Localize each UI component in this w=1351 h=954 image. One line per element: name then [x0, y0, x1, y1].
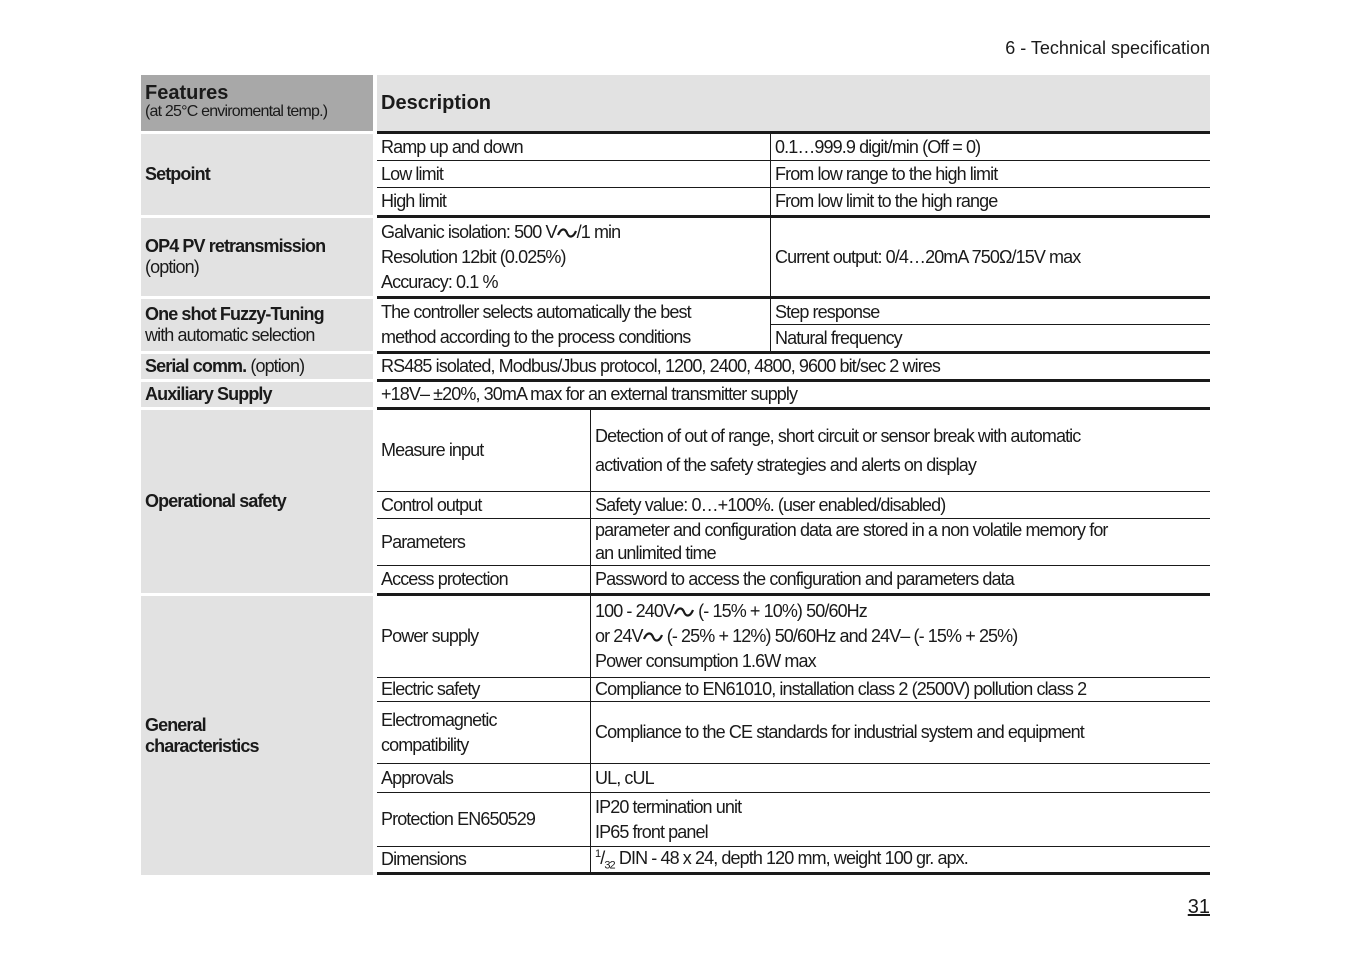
row-value: [590, 410, 1210, 491]
table-row: [377, 299, 1210, 351]
row-name: Dimensions: [381, 849, 467, 869]
row-value-line: parameter and configuration data are stored in a non volatile memory for: [595, 520, 1108, 540]
table-row: [377, 702, 1210, 764]
fuzzy-label-sub: with automatic selection: [145, 325, 315, 345]
power-range-tolerance: (- 15% + 10%) 50/60Hz: [694, 601, 867, 621]
table-row: [377, 492, 1210, 519]
serial-label-sub: (option): [246, 356, 305, 376]
table-row: [377, 134, 1210, 161]
spec-table: [141, 75, 1210, 875]
row-name: Parameters: [381, 531, 466, 552]
row-name: High limit: [381, 191, 447, 211]
safety-label: Operational safety: [145, 491, 286, 511]
row-value: Compliance to the CE standards for industrial system and equipment: [590, 702, 1210, 763]
op4-label-sub: (option): [145, 257, 199, 277]
table-row: [377, 410, 1210, 492]
section-title: 6 - Technical specification: [1005, 38, 1210, 58]
row-name: Measure input: [381, 440, 484, 460]
accuracy-text: Accuracy: 0.1 %: [381, 271, 498, 292]
aux-label-cell: [141, 382, 373, 407]
table-row: [377, 382, 1210, 407]
dimensions-text: DIN - 48 x 24, depth 120 mm, weight 100 gr. apx.: [614, 847, 968, 868]
current-output-text: Current output: 0/4…20mA 750Ω/15V max: [770, 218, 1210, 296]
table-row: [377, 519, 1210, 566]
fuzzy-label: One shot Fuzzy-Tuning: [145, 304, 324, 324]
op4-group: [141, 218, 1210, 296]
row-value: From low range to the high limit: [770, 161, 1210, 187]
setpoint-group: [141, 134, 1210, 215]
table-row: [377, 596, 1210, 678]
setpoint-label-cell: [141, 134, 373, 215]
general-label-line: General: [145, 714, 206, 735]
row-value: Compliance to EN61010, installation class 2 (2500V) pollution class 2: [590, 678, 1210, 701]
row-name-line: Electromagnetic: [381, 709, 497, 730]
ac-tilde-icon: [674, 606, 694, 618]
row-value: Safety value: 0…+100%. (user enabled/disabled): [590, 492, 1210, 518]
fraction-denominator: 32: [604, 859, 615, 872]
setpoint-label: Setpoint: [145, 164, 210, 184]
power-low-voltage-text: or 24V: [595, 626, 643, 646]
row-value: UL, cUL: [590, 764, 1210, 792]
power-consumption-text: Power consumption 1.6W max: [595, 651, 816, 671]
serial-label: Serial comm.: [145, 356, 247, 376]
fraction-numerator: 1: [595, 847, 601, 860]
natural-frequency-text: Natural frequency: [775, 328, 902, 348]
power-range-text: 100 - 240V: [595, 601, 675, 621]
ac-tilde-icon: [557, 227, 577, 239]
page-number: 31: [1187, 896, 1210, 918]
table-row: [377, 847, 1210, 875]
general-label-cell: [141, 596, 373, 875]
row-value-line: an unlimited time: [595, 543, 716, 563]
serial-group: [141, 354, 1210, 379]
general-label-line: characteristics: [145, 735, 259, 756]
row-value: [590, 596, 1210, 677]
op4-label-cell: [141, 218, 373, 296]
power-low-voltage-tolerance: (- 25% + 12%) 50/60Hz and 24V– (- 15% + 25%): [662, 626, 1018, 646]
row-name: Electric safety: [381, 679, 480, 699]
row-name: Access protection: [381, 569, 508, 589]
fuzzy-label-cell: [141, 299, 373, 351]
general-group: [141, 596, 1210, 875]
resolution-text: Resolution 12bit (0.025%): [381, 246, 566, 267]
table-row: [377, 218, 1210, 296]
fuzzy-description-line: method according to the process conditions: [381, 327, 691, 347]
features-header-cell: [141, 75, 373, 131]
row-name: Control output: [381, 494, 482, 515]
galvanic-isolation-text: Galvanic isolation: 500 V: [381, 221, 557, 242]
fuzzy-description-cell: [377, 299, 770, 351]
fuzzy-methods-cell: [770, 299, 1210, 351]
fuzzy-group: [141, 299, 1210, 351]
row-name: Approvals: [381, 767, 453, 788]
row-name: Low limit: [381, 163, 443, 184]
row-value: [590, 519, 1210, 565]
row-value: From low limit to the high range: [770, 188, 1210, 215]
galvanic-isolation-duration: /1 min: [576, 221, 621, 242]
row-name: Protection EN650529: [381, 809, 536, 829]
row-name: Ramp up and down: [381, 136, 523, 157]
features-subheading: (at 25°C enviromental temp.): [145, 103, 328, 120]
table-row: [377, 354, 1210, 379]
row-value-line: IP20 termination unit: [595, 796, 742, 817]
serial-value: RS485 isolated, Modbus/Jbus protocol, 1200, 2400, 4800, 9600 bit/sec 2 wires: [381, 356, 940, 376]
features-heading: Features: [145, 82, 229, 104]
fuzzy-description-line: The controller selects automatically the best: [381, 302, 691, 322]
op4-spec-cell: [377, 218, 770, 296]
step-response-text: Step response: [771, 299, 1210, 325]
aux-value: +18V– ±20%, 30mA max for an external transmitter supply: [381, 384, 798, 404]
row-value-line: Detection of out of range, short circuit or sensor break with automatic: [595, 425, 1081, 446]
row-value: $^1/_{32}$ DIN - 48 x 24, depth 120 mm, weight 100 gr. apx.: [590, 847, 1210, 872]
safety-label-cell: [141, 410, 373, 593]
op4-label: OP4 PV retransmission: [145, 236, 326, 256]
serial-label-cell: [141, 354, 373, 379]
table-header: [141, 75, 1210, 131]
row-value-line: IP65 front panel: [595, 821, 708, 842]
safety-group: [141, 410, 1210, 593]
description-heading: Description: [377, 75, 1210, 131]
ac-tilde-icon: [643, 631, 663, 643]
row-name: [377, 702, 590, 763]
table-row: [377, 764, 1210, 793]
row-value: [590, 793, 1210, 846]
table-row: [377, 566, 1210, 593]
row-value: Password to access the configuration and parameters data: [590, 566, 1210, 593]
table-row: [377, 161, 1210, 188]
table-row: [377, 188, 1210, 215]
table-row: [377, 678, 1210, 702]
row-value: 0.1…999.9 digit/min (Off = 0): [770, 134, 1210, 160]
row-name-line: compatibility: [381, 734, 469, 755]
aux-group: [141, 382, 1210, 407]
aux-label: Auxiliary Supply: [145, 384, 272, 404]
row-name: Power supply: [381, 626, 479, 646]
row-value-line: activation of the safety strategies and alerts on display: [595, 454, 976, 475]
table-row: [377, 793, 1210, 847]
